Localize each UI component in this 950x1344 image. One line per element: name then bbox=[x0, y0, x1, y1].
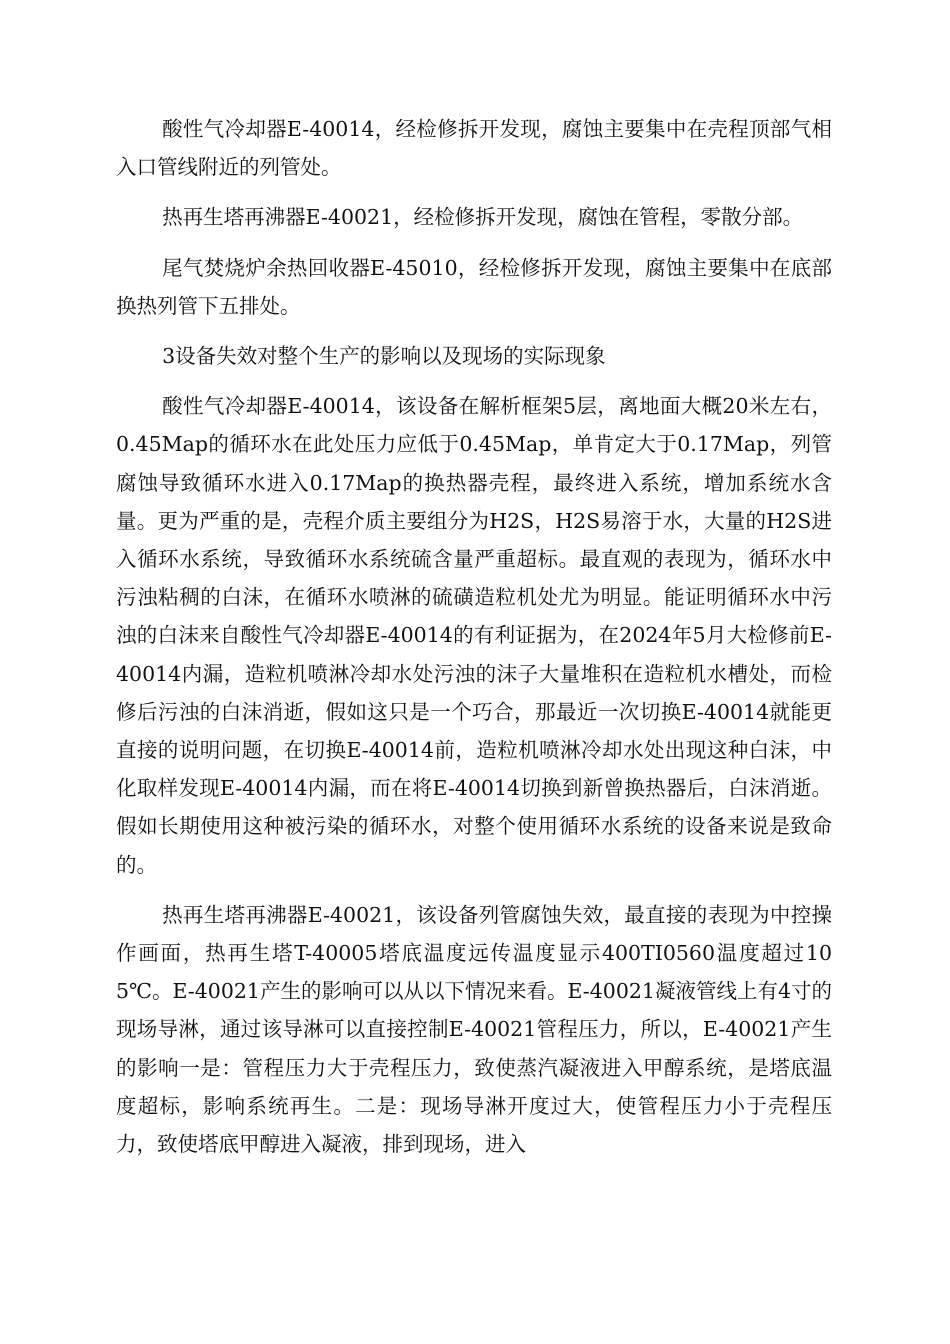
paragraph-e40014-impact: 酸性气冷却器E-40014，该设备在解析框架5层，离地面大概20米左右，0.45Map的循环水在此处压力应低于0.45Map，单肯定大于0.17Map，列管腐蚀导致循环水进入0.17Map的换热器壳程，最终进入系统，增加系统水含量。更为严重的是，壳程介质主要组分为H2S，H2S易溶于水，大量的H2S进入循环水系统，导致循环水系统硫含量严重超标。最直观的表现为，循环水中污浊粘稠的白沫，在循环水喷淋的硫磺造粒机处尤为明显。能证明循环水中污浊的白沫来自酸性气冷却器E-40014的有利证据为，在2024年5月大检修前E-40014内漏，造粒机喷淋冷却水处污浊的沫子大量堆积在造粒机水槽处，而检修后污浊的白沫消逝，假如这只是一个巧合，那最近一次切换E-40014就能更直接的说明问题，在切换E-40014前，造粒机喷淋冷却水处出现这种白沫，中化取样发现E-40014内漏，而在将E-40014切换到新曾换热器后，白沫消逝。假如长期使用这种被污染的循环水，对整个使用循环水系统的设备来说是致命的。 bbox=[116, 394, 832, 877]
paragraph-e40021-inspection: 热再生塔再沸器E-40021，经检修拆开发现，腐蚀在管程，零散分部。 bbox=[162, 205, 804, 230]
section-heading: 3设备失效对整个生产的影响以及现场的实际现象 bbox=[162, 344, 606, 369]
document-body bbox=[116, 110, 832, 1175]
paragraph-e40014-inspection: 酸性气冷却器E-40014，经检修拆开发现，腐蚀主要集中在壳程顶部气相入口管线附近的列管处。 bbox=[116, 117, 832, 180]
paragraph-e45010-inspection: 尾气焚烧炉余热回收器E-45010，经检修拆开发现，腐蚀主要集中在底部换热列管下五排处。 bbox=[116, 255, 832, 318]
paragraph-e40021-impact: 热再生塔再沸器E-40021，该设备列管腐蚀失效，最直接的表现为中控操作画面，热再生塔T-40005塔底温度远传温度显示400TI0560温度超过105℃。E-40021产生的影响可以从以下情况来看。E-40021凝液管线上有4寸的现场导淋，通过该导淋可以直接控制E-40021管程压力，所以，E-40021产生的影响一是：管程压力大于壳程压力，致使蒸汽凝液进入甲醇系统，是塔底温度超标，影响系统再生。二是：现场导淋开度过大，使管程压力小于壳程压力，致使塔底甲醇进入凝液，排到现场，进入 bbox=[116, 902, 832, 1157]
